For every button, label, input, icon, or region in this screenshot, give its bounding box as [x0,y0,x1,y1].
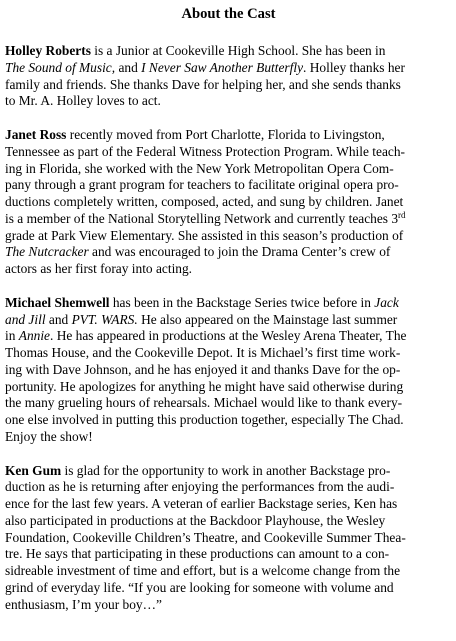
bio-text: enthusiasm, I’m your boy…” [5,596,162,612]
bio-line [5,345,452,362]
bio-line [5,513,452,530]
cast-bios [5,43,452,613]
cast-member-name: Michael Shemwell [5,294,110,310]
bio-line [5,244,452,261]
bio-text: is glad for the opportunity to work in another Backstage pro- [61,462,391,478]
bio-line [5,563,452,580]
bio-line [5,60,452,77]
bio-text: to Mr. A. Holley loves to act. [5,93,161,109]
bio-text: recently moved from Port Charlotte, Florida to Livingston, [66,127,385,142]
bio-text: pany through a grant program for teachers to facilitate original opera pro- [5,177,399,193]
bio-text: . Holley thanks her [303,59,405,75]
bio-text: in [5,328,19,344]
bio-text: tre. He says that participating in these productions can amount to a con- [5,546,390,562]
cast-member-name: Janet Ross [5,127,67,142]
bio-text: grade at Park View Elementary. She assisted in this season’s production of [5,227,404,243]
bio-text: Enjoy the show! [5,428,93,444]
bio-line [5,395,452,412]
bio-text: family and friends. She thanks Dave for helping her, and she sends thanks [5,76,401,92]
bio-line [5,328,452,345]
bio-text: is a member of the National Storytelling Network and currently teaches 3 [5,210,399,226]
bio-text: and was encouraged to join the Drama Center’s crew of [88,244,391,260]
production-title: The Nutcracker [5,244,89,260]
bio-text: has been in the Backstage Series twice before in [109,294,375,310]
bio-text: portunity. He apologizes for anything he might have said otherwise during [5,378,404,394]
bio-line [5,597,452,614]
ordinal-suffix: rd [398,209,406,220]
bio-text: sidreable investment of time and effort, but is a welcome change from the [5,563,401,578]
cast-bio [5,295,452,446]
bio-text: actors as her first foray into acting. [5,261,193,276]
bio-line [5,295,452,312]
bio-text: Thomas House, and the Cookeville Depot. It is Michael’s first time work- [5,345,401,360]
production-title: PVT. WARS. [71,311,138,327]
bio-line [5,496,452,513]
bio-text: ing with Dave Johnson, and he has enjoyed it and thanks Dave for the op- [5,361,401,377]
bio-line [5,211,452,228]
bio-line [5,580,452,597]
cast-member-name: Holley Roberts [5,43,91,58]
production-title: I Never Saw Another Butterfly [141,59,304,75]
bio-text: ing in Florida, she worked with the New York Metropolitan Opera Com- [5,160,394,176]
production-title: Jack [374,294,399,310]
bio-line [5,546,452,563]
cast-bio [5,127,452,278]
production-title: and Jill [5,311,46,327]
bio-text: grind of everyday life. “If you are looking for someone with volume and [5,579,394,595]
bio-line [5,228,452,245]
bio-text: and [115,59,142,75]
bio-line [5,463,452,480]
bio-text: He also appeared on the Mainstage last summer [137,311,398,327]
bio-text: also participated in productions at the Backdoor Playhouse, the Wesley [5,512,386,528]
cast-bio [5,43,452,110]
bio-text: ductions completely written, composed, acted, and sung by children. Janet [5,194,404,209]
bio-line [5,312,452,329]
bio-text: . He has appeared in productions at the Wesley Arena Theater, The [50,328,407,344]
bio-line [5,429,452,446]
production-title: The Sound of Music, [5,59,116,75]
bio-line [5,379,452,396]
bio-text: is a Junior at Cookeville High School. She has been in [90,43,386,58]
bio-line [5,261,452,278]
bio-text: and [45,311,72,327]
bio-line [5,144,452,161]
bio-text: one else involved in putting this production together, especially The Chad. [5,412,404,427]
bio-line [5,43,452,60]
bio-line [5,530,452,547]
bio-line [5,161,452,178]
bio-text: duction as he is returning after enjoying the performances from the audi- [5,479,395,495]
bio-line [5,77,452,94]
bio-line [5,127,452,144]
bio-line [5,93,452,110]
bio-text: the many grueling hours of rehearsals. Michael would like to thank every- [5,395,403,411]
bio-text: ence for the last few years. A veteran of earlier Backstage series, Ken has [5,496,398,511]
bio-line [5,362,452,379]
bio-text: Tennessee as part of the Federal Witness Protection Program. While teach- [5,143,405,159]
bio-line [5,194,452,211]
bio-line [5,479,452,496]
cast-bio [5,463,452,614]
production-title: Annie [18,328,50,344]
page-title: About the Cast [181,6,276,22]
bio-text: Foundation, Cookeville Children’s Theatre, and Cookeville Summer Thea- [5,529,406,545]
bio-line [5,412,452,429]
bio-line [5,177,452,194]
cast-member-name: Ken Gum [5,462,62,478]
